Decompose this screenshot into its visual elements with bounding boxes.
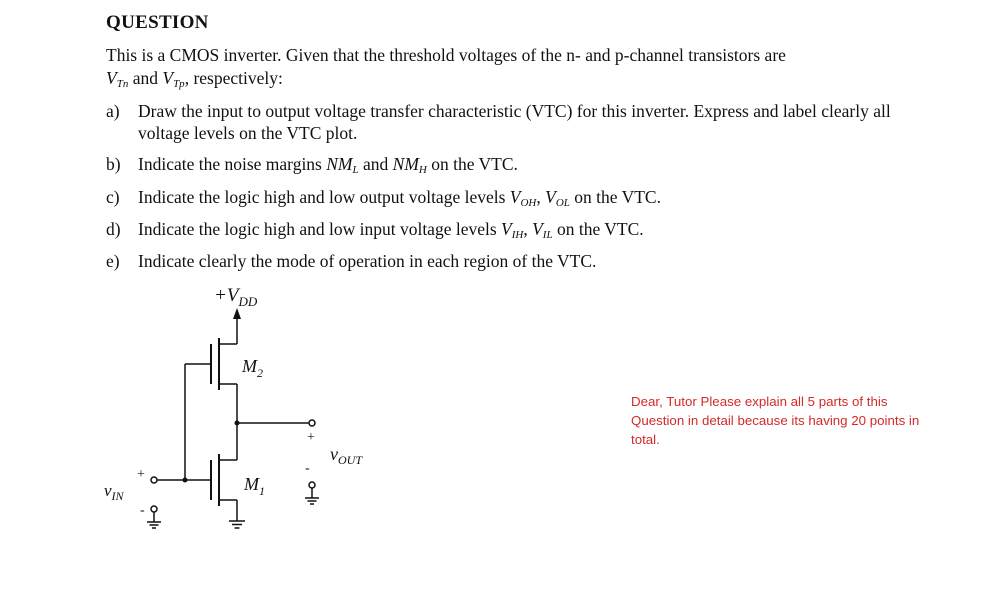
vout-label: v — [330, 444, 338, 464]
vih-symbol: V — [501, 219, 512, 239]
vin-minus-sign: - — [140, 503, 145, 518]
vout-positive-terminal — [309, 420, 315, 426]
intro-tail: , respectively: — [184, 68, 283, 88]
part-c-post: on the VTC. — [569, 187, 661, 207]
vil-symbol: V — [532, 219, 543, 239]
m1-label: M — [244, 474, 259, 494]
part-d-post: on the VTC. — [552, 219, 644, 239]
vdd-arrow — [233, 308, 241, 319]
part-e-label: e) — [106, 251, 120, 271]
vin-subscript: IN — [111, 489, 124, 503]
nmh-subscript: H — [418, 164, 427, 176]
part-c-pre: Indicate the logic high and low output voltage levels — [138, 187, 510, 207]
voh-subscript: OH — [520, 197, 537, 209]
svg-text:M1 — [243, 474, 265, 498]
part-c-label: c) — [106, 187, 120, 207]
vout-ground-icon — [305, 498, 319, 504]
part-d-label: d) — [106, 219, 121, 239]
vout-plus-sign: + — [307, 430, 315, 445]
part-b-post: on the VTC. — [426, 154, 518, 174]
vtp-subscript: Tp — [173, 78, 185, 90]
svg-text:M2 — [241, 356, 263, 380]
vih-subscript: IH — [511, 229, 524, 241]
vin-negative-terminal — [151, 506, 157, 512]
part-a-text: Draw the input to output voltage transfer characteristic (VTC) for this inverter. Express and label clearly all voltage levels on the VTC plot. — [138, 101, 891, 143]
part-d-sep: , — [523, 219, 533, 239]
vin-label: v — [104, 481, 112, 500]
question-heading: QUESTION — [106, 12, 209, 33]
part-d-pre: Indicate the logic high and low input voltage levels — [138, 219, 502, 239]
part-c-sep: , — [536, 187, 546, 207]
vol-subscript: OL — [555, 197, 570, 209]
part-b-pre: Indicate the noise margins — [138, 154, 327, 174]
vout-subscript: OUT — [338, 453, 363, 467]
voh-symbol: V — [509, 187, 521, 207]
vin-plus-sign: + — [137, 467, 145, 482]
nml-symbol: NM — [326, 154, 353, 174]
svg-text:+VDD — [214, 285, 258, 309]
m1-subscript: 1 — [259, 484, 265, 498]
m1-ground-icon — [229, 521, 245, 528]
vdd-label: +V — [214, 285, 239, 306]
m2-label: M — [242, 356, 257, 376]
intro-line-1: This is a CMOS inverter. Given that the threshold voltages of the n- and p-channel transistors are — [106, 45, 786, 65]
m2-subscript: 2 — [257, 366, 263, 380]
part-e-text: Indicate clearly the mode of operation in each region of the VTC. — [138, 251, 597, 271]
vout-negative-terminal — [309, 482, 315, 488]
vin-ground-icon — [147, 522, 161, 528]
vtn-symbol: V — [106, 68, 117, 88]
vtn-subscript: Tn — [116, 78, 129, 90]
nml-subscript: L — [352, 164, 359, 176]
vtp-symbol: V — [162, 68, 174, 88]
tutor-note: Dear, Tutor Please explain all 5 parts of this Question in detail because its having 20 points in total. — [631, 394, 920, 447]
nmh-symbol: NM — [392, 154, 419, 174]
part-b-mid: and — [358, 154, 393, 174]
vol-symbol: V — [545, 187, 556, 207]
svg-text:vIN — [104, 481, 125, 503]
part-a-label: a) — [106, 101, 120, 121]
vout-minus-sign: - — [305, 461, 310, 476]
vin-positive-terminal — [151, 477, 157, 483]
vil-subscript: IL — [542, 229, 553, 241]
part-b-label: b) — [106, 154, 121, 174]
intro-and: and — [128, 68, 163, 88]
svg-text:vOUT — [330, 444, 363, 467]
vdd-subscript: DD — [238, 294, 258, 309]
